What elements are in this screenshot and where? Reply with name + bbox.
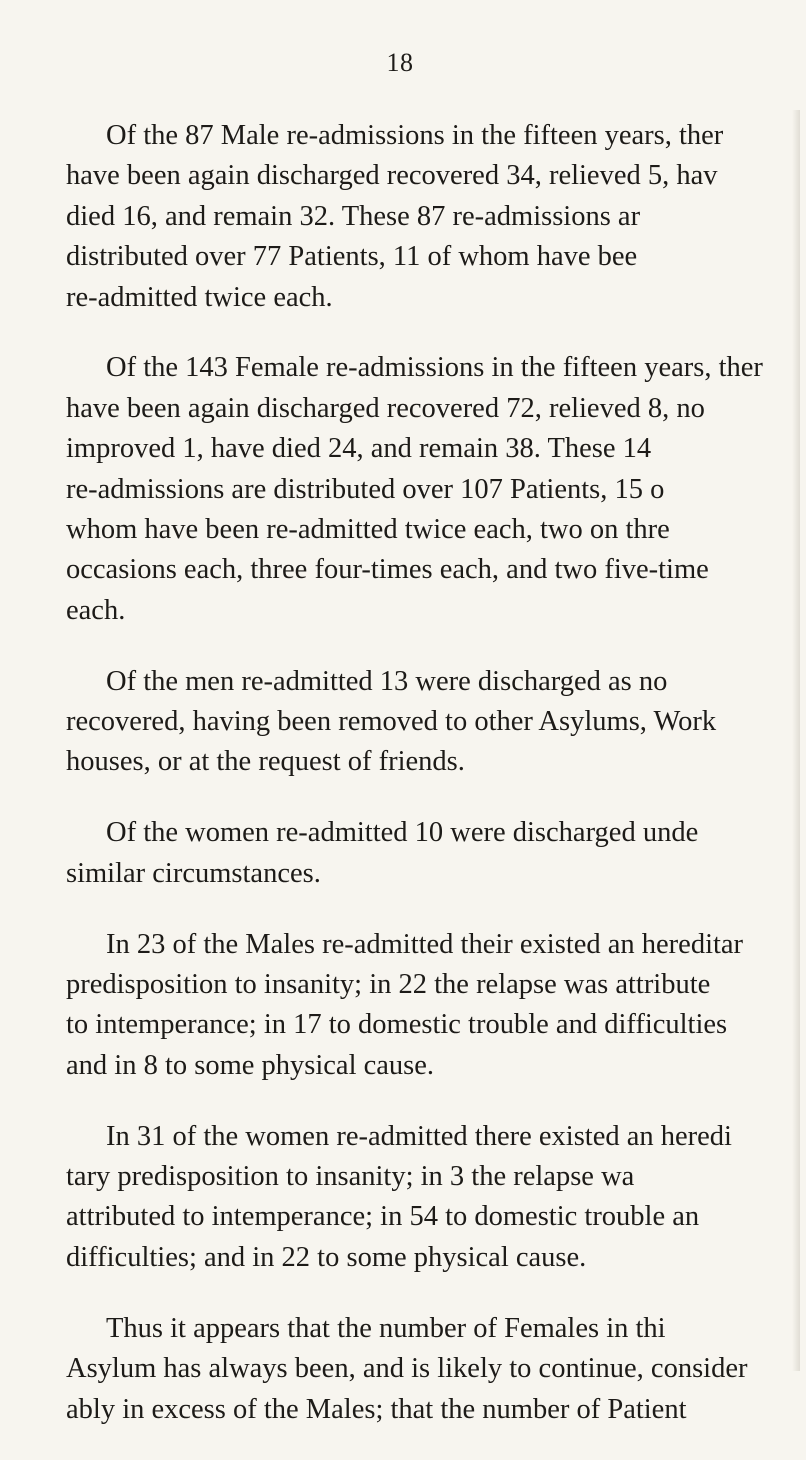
text-line: Of the women re-admitted 10 were discharged unde: [106, 817, 699, 849]
text-line: whom have been re-admitted twice each, two on thre: [66, 514, 670, 546]
text-line: improved 1, have died 24, and remain 38. These 14: [66, 433, 652, 465]
text-line: to intemperance; in 17 to domestic trouble and difficulties: [66, 1009, 728, 1041]
text-line: In 31 of the women re-admitted there existed an heredi: [106, 1120, 732, 1152]
text-line: have been again discharged recovered 72, relieved 8, no: [66, 392, 705, 424]
paragraph: [66, 116, 806, 318]
paragraph: [66, 925, 806, 1087]
text-line: In 23 of the Males re-admitted their existed an hereditar: [106, 928, 744, 960]
text-line: re-admissions are distributed over 107 Patients, 15 o: [66, 473, 665, 505]
text-line: and in 8 to some physical cause.: [66, 1049, 435, 1081]
paragraph: [66, 1309, 806, 1430]
text-line: Of the 87 Male re-admissions in the fifteen years, ther: [106, 120, 724, 151]
text-line: houses, or at the request of friends.: [66, 746, 465, 778]
text-line: Thus it appears that the number of Females in thi: [106, 1312, 666, 1344]
text-line: tary predisposition to insanity; in 3 the relapse wa: [66, 1161, 635, 1193]
text-line: Asylum has always been, and is likely to continue, consider: [66, 1353, 748, 1385]
text-line: each.: [66, 594, 126, 626]
text-line: have been again discharged recovered 34, relieved 5, hav: [66, 160, 718, 192]
body-text: [66, 116, 806, 1460]
text-line: re-admitted twice each.: [66, 281, 333, 313]
page-number: 18: [386, 48, 414, 77]
text-line: recovered, having been removed to other Asylums, Work: [66, 706, 717, 738]
text-line: ably in excess of the Males; that the number of Patient: [66, 1393, 687, 1425]
text-line: Of the men re-admitted 13 were discharged as no: [106, 665, 668, 697]
paragraph: [66, 348, 806, 631]
page-edge-shadow: [792, 110, 800, 1371]
text-line: died 16, and remain 32. These 87 re-admissions ar: [66, 200, 641, 232]
paragraph: [66, 1117, 806, 1279]
paragraph: [66, 813, 806, 894]
text-line: Of the 143 Female re-admissions in the fifteen years, ther: [106, 352, 763, 384]
text-line: distributed over 77 Patients, 11 of whom have bee: [66, 241, 638, 273]
text-line: attributed to intemperance; in 54 to domestic trouble an: [66, 1201, 700, 1233]
paragraph: [66, 662, 806, 783]
text-line: predisposition to insanity; in 22 the relapse was attribute: [66, 969, 711, 1001]
text-line: difficulties; and in 22 to some physical cause.: [66, 1241, 587, 1273]
text-line: similar circumstances.: [66, 857, 321, 889]
text-line: occasions each, three four-times each, and two five-time: [66, 554, 709, 586]
